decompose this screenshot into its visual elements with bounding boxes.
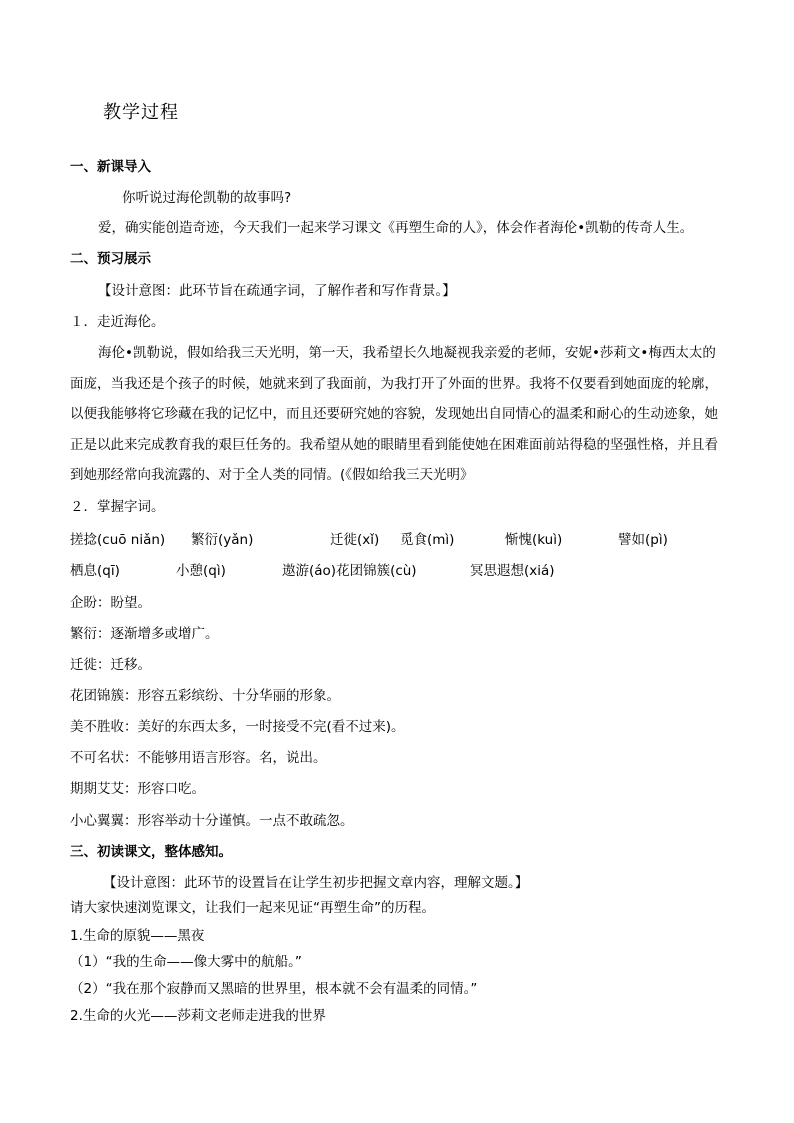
definition-item: 小心翼翼：形容举动十分谨慎。一点不敢疏忽。 [70,813,354,829]
outline-quote-1: （1）“我的生命——像大雾中的航船。” [70,954,302,970]
section-heading-1: 一、新课导入 [70,159,151,175]
helen-quote-paragraph [70,338,718,491]
outline-quote-2: （2）“我在那个寂静而又黑暗的世界里，根本就不会有温柔的同情。” [70,981,478,997]
vocab-item: 搓捻(cuō niǎn) [70,532,166,548]
vocab-item: 小憩(qì) [176,563,226,579]
definition-item: 繁衍：逐渐增多或增广。 [70,626,219,642]
vocab-item: 迁徙(xǐ) [330,532,380,548]
design-intent-3: 【设计意图：此环节的设置旨在让学生初步把握文章内容，理解文题。】 [103,875,529,891]
reading-intro: 请大家快速浏览课文，让我们一起来见证“再塑生命”的历程。 [70,900,435,916]
helen-quote-text: 海伦•凯勒说，假如给我三天光明，第一天，我希望长久地凝视我亲爱的老师，安妮•莎莉文•梅西太太的面庞，当我还是个孩子的时候，她就来到了我面前，为我打开了外面的世界。我将不仅要看到她面庞的轮廓，以便我能够将它珍藏在我的记忆中，而且还要研究她的容貌，发现她出自同情心的温柔和耐心的生动迹象，她正是以此来完成教育我的艰巨任务的。我希望从她的眼睛里看到能使她在困难面前站得稳的坚强性格，并且看到她那经常向我流露的、对于全人类的同情。(《假如给我三天光明》 [70,345,718,483]
definition-item: 期期艾艾：形容口吃。 [70,781,205,797]
intro-paragraph: 爱，确实能创造奇迹，今天我们一起来学习课文《再塑生命的人》，体会作者海伦•凯勒的传奇人生。 [98,220,694,236]
vocab-item: 冥思遐想(xiá) [470,563,555,579]
vocab-item: 譬如(pì) [618,532,668,548]
subheading-approach-helen: １．走近海伦。 [70,314,165,330]
vocab-item: 栖息(qī) [70,563,120,579]
intro-question: 你听说过海伦凯勒的故事吗? [122,190,292,206]
outline-item-2: 2.生命的火光——莎莉文老师走进我的世界 [70,1008,326,1024]
section-heading-3: 三、初读课文，整体感知。 [70,844,232,860]
definition-item: 美不胜收：美好的东西太多，一时接受不完(看不过来)。 [70,719,405,735]
vocab-item: 觅食(mì) [400,532,455,548]
vocab-item: 惭愧(kuì) [505,532,563,548]
vocab-item: 繁衍(yǎn) [191,532,254,548]
definition-item: 企盼：盼望。 [70,595,151,611]
definition-item: 不可名状：不能够用语言形容。名，说出。 [70,750,327,766]
subheading-vocabulary: ２．掌握字词。 [70,499,165,515]
page-title: 教学过程 [103,102,179,123]
outline-item-1: 1.生命的原貌——黑夜 [70,928,205,944]
section-heading-2: 二、预习展示 [70,251,151,267]
design-intent-2: 【设计意图：此环节旨在疏通字词，了解作者和写作背景。】 [98,283,456,299]
vocab-item: 遨游(áo)花团锦簇(cù) [282,563,417,579]
definition-item: 迁徙：迁移。 [70,657,151,673]
definition-item: 花团锦簇：形容五彩缤纷、十分华丽的形象。 [70,688,340,704]
